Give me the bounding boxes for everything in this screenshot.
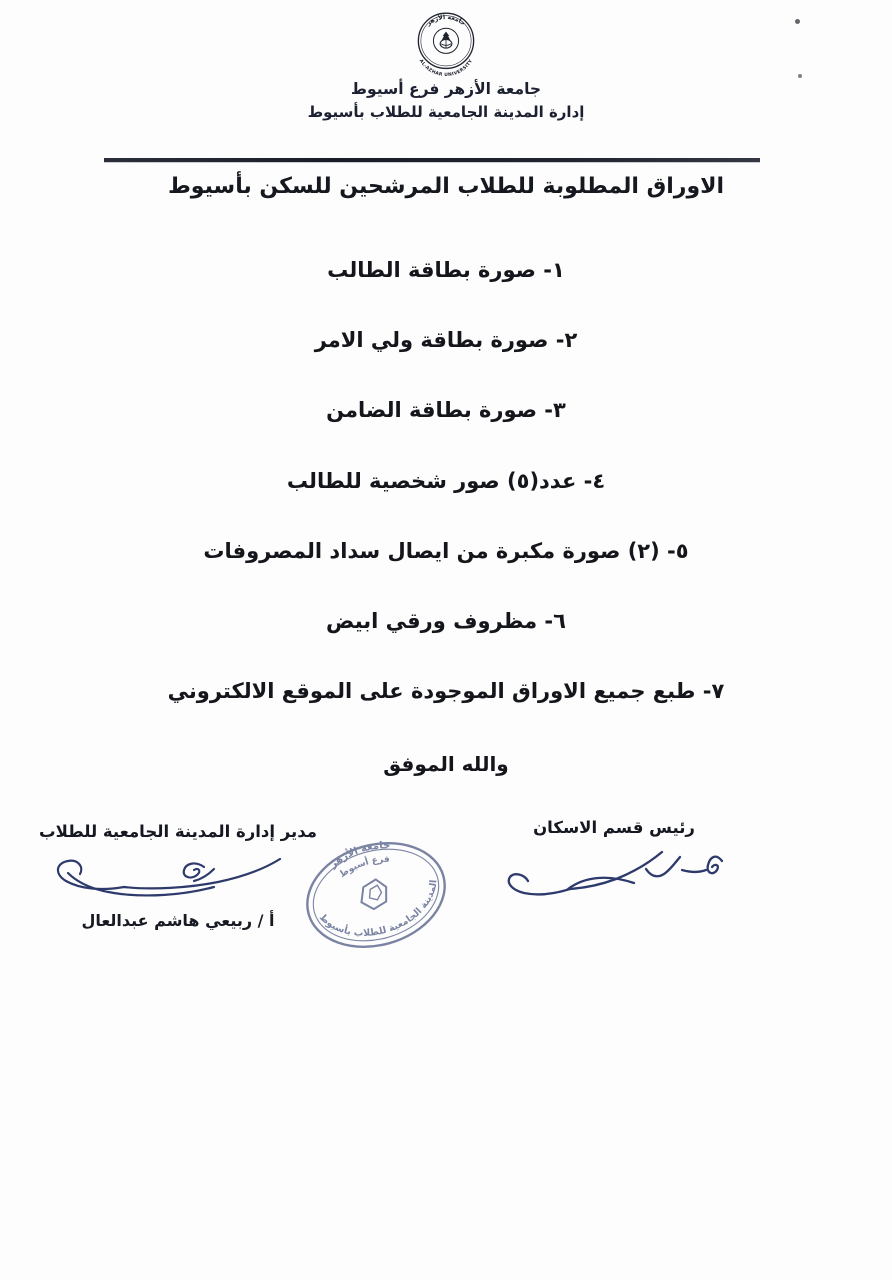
svg-text:جامعة الأزهر: جامعة الأزهر (425, 14, 467, 28)
requirements-list (0, 258, 892, 749)
signature-block-right (484, 818, 744, 903)
list-item (0, 679, 892, 704)
list-item-number: ٥- (667, 538, 689, 563)
list-item (0, 398, 892, 423)
list-item-text: صورة بطاقة الطالب (327, 258, 536, 282)
list-item (0, 469, 892, 494)
list-item-text: مظروف ورقي ابيض (326, 608, 538, 633)
department-name: إدارة المدينة الجامعية للطلاب بأسيوط (307, 103, 585, 122)
closing-phrase: والله الموفق (383, 752, 509, 776)
list-item (0, 328, 892, 353)
svg-text:فرع أسيوط: فرع أسيوط (337, 854, 390, 881)
list-item-text: عدد(٥) صور شخصية للطالب (286, 468, 577, 493)
list-item (0, 539, 892, 564)
list-item-text: صورة بطاقة ولي الامر (314, 328, 549, 353)
horizontal-divider (104, 158, 760, 162)
list-item-number: ٢- (555, 328, 578, 353)
document-title: الاوراق المطلوبة للطلاب المرشحين للسكن بأسيوط (167, 174, 725, 199)
list-item-number: ٤- (583, 468, 606, 493)
signature-title-left: مدير إدارة المدينة الجامعية للطلاب (39, 822, 317, 841)
list-item-text: طبع جميع الاوراق الموجودة على الموقع الالكتروني (167, 679, 696, 704)
list-item-text: صورة بطاقة الضامن (326, 398, 537, 423)
list-item-number: ٧- (702, 679, 725, 704)
document-header (0, 4, 892, 124)
list-item-number: ١- (543, 258, 565, 282)
list-item-number: ٦- (544, 608, 566, 633)
organization-name: جامعة الأزهر فرع أسيوط (350, 80, 542, 98)
official-stamp (288, 822, 464, 968)
list-item-number: ٣- (544, 398, 566, 423)
svg-text:AL-AZHAR UNIVERSITY: AL-AZHAR UNIVERSITY (417, 58, 475, 76)
signatory-name: أ / ربيعي هاشم عبدالعال (81, 911, 275, 930)
svg-text:المدينة الجامعية للطلاب بأسيوط: المدينة الجامعية للطلاب بأسيوط (316, 879, 440, 939)
handwritten-signature (484, 839, 744, 903)
list-item (0, 609, 892, 634)
university-seal-icon (403, 4, 489, 76)
svg-text:جامعة الأزهر: جامعة الأزهر (327, 840, 391, 871)
list-item-text: (٢) صورة مكبرة من ايصال سداد المصروفات (203, 538, 660, 563)
signature-title-right: رئيس قسم الاسكان (533, 818, 695, 837)
list-item (0, 258, 892, 283)
